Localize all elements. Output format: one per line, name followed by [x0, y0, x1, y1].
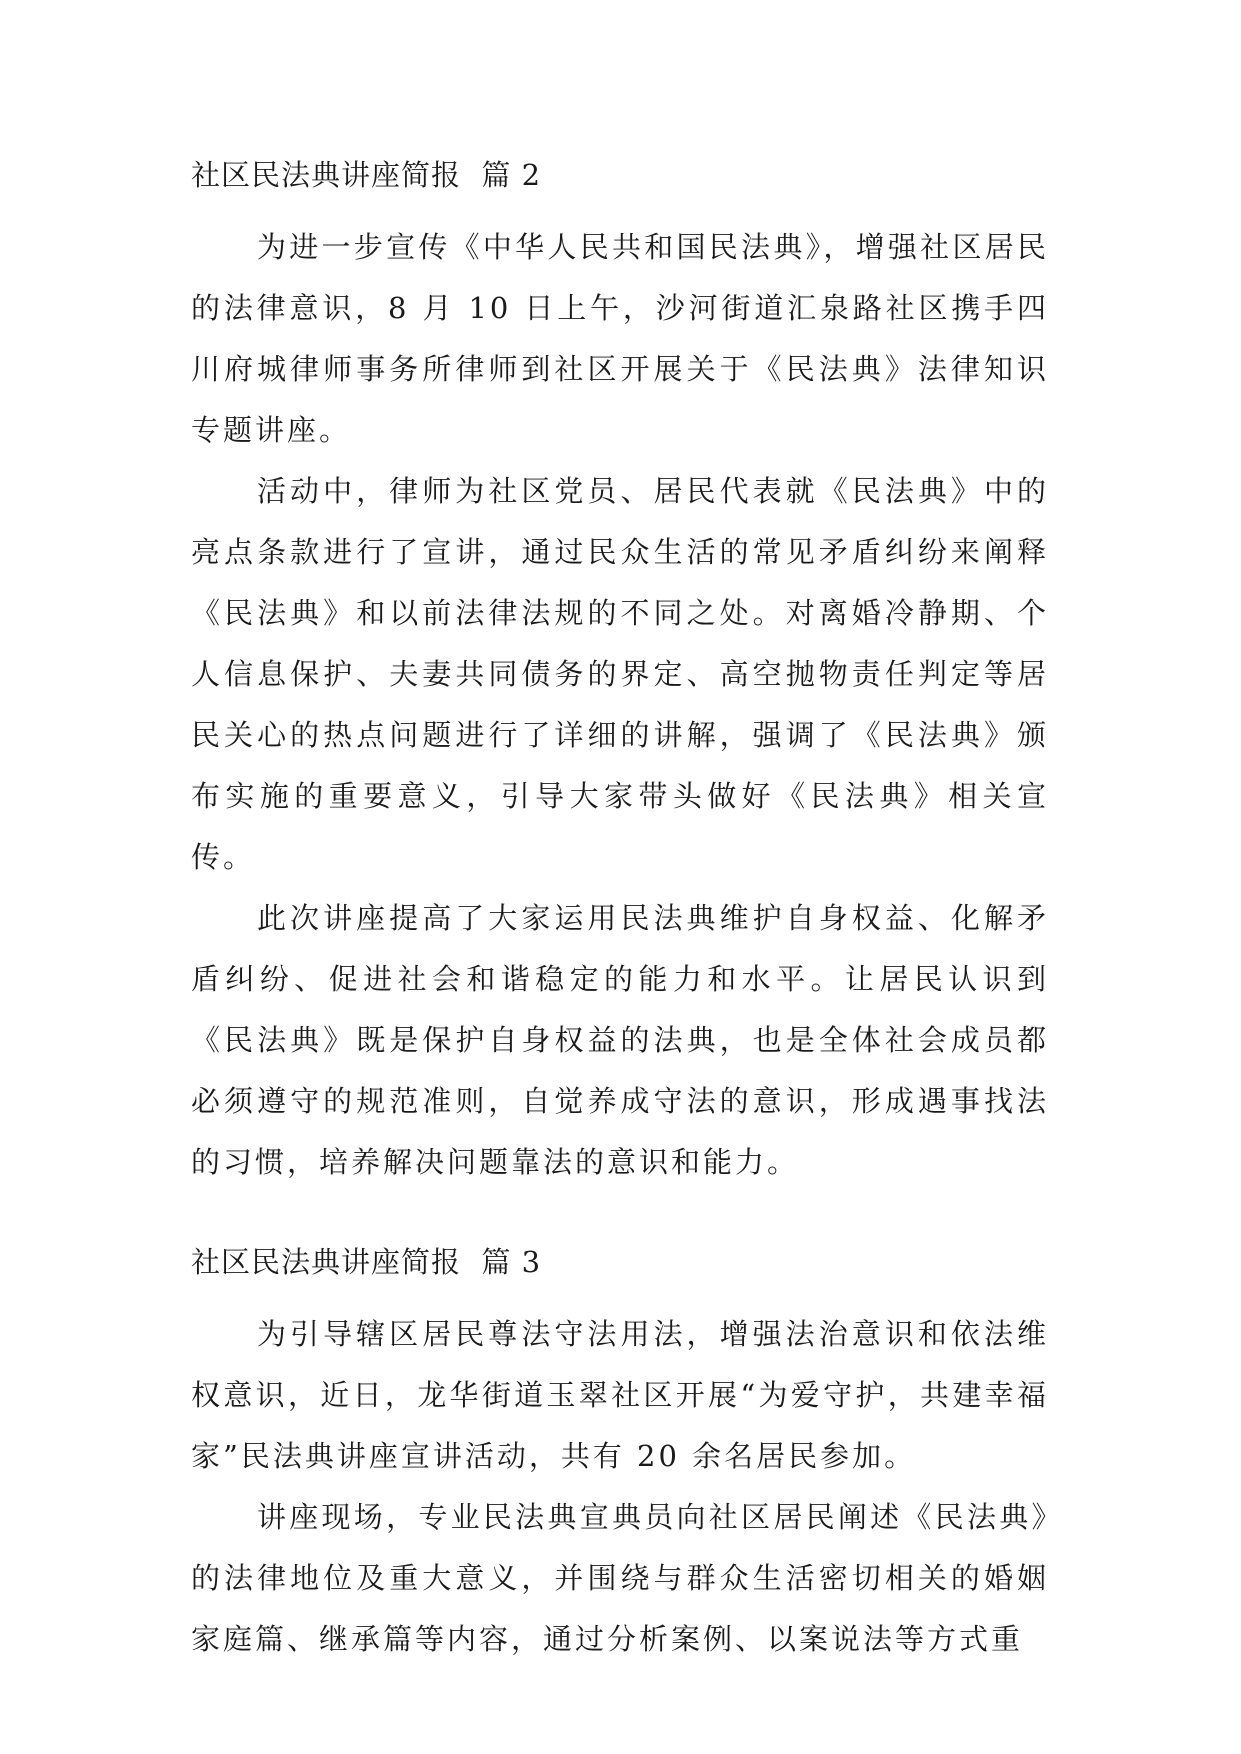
paragraph: 活动中，律师为社区党员、居民代表就《民法典》中的亮点条款进行了宣讲，通过民众生活的常见矛盾纠纷来阐释《民法典》和以前法律法规的不同之处。对离婚冷静期、个人信息保护、夫妻共同债务的界定、高空抛物责任判定等居民关心的热点问题进行了详细的讲解，强调了《民法典》颁布实施的重要意义，引导大家带头做好《民法典》相关宣传。 [191, 474, 1049, 874]
document-body [191, 155, 1049, 1670]
paragraph: 为进一步宣传《中华人民共和国民法典》，增强社区居民的法律意识，8 月 10 日上午，沙河街道汇泉路社区携手四川府城律师事务所律师到社区开展关于《民法典》法律知识专题讲座。 [191, 230, 1049, 447]
section-title: 社区民法典讲座简报 篇 2 [191, 158, 542, 192]
report-section-3 [191, 1242, 1049, 1670]
report-section-2 [191, 155, 1049, 1193]
paragraph: 讲座现场，专业民法典宣典员向社区居民阐述《民法典》的法律地位及重大意义，并围绕与群众生活密切相关的婚姻家庭篇、继承篇等内容，通过分析案例、以案说法等方式重 [191, 1500, 1049, 1656]
section-title: 社区民法典讲座简报 篇 3 [191, 1245, 542, 1279]
paragraph: 此次讲座提高了大家运用民法典维护自身权益、化解矛盾纠纷、促进社会和谐稳定的能力和水平。让居民认识到《民法典》既是保护自身权益的法典，也是全体社会成员都必须遵守的规范准则，自觉养成守法的意识，形成遇事找法的习惯，培养解决问题靠法的意识和能力。 [191, 901, 1049, 1179]
paragraph: 为引导辖区居民尊法守法用法，增强法治意识和依法维权意识，近日，龙华街道玉翠社区开展“为爱守护，共建幸福家”民法典讲座宣讲活动，共有 20 余名居民参加。 [191, 1317, 1049, 1473]
